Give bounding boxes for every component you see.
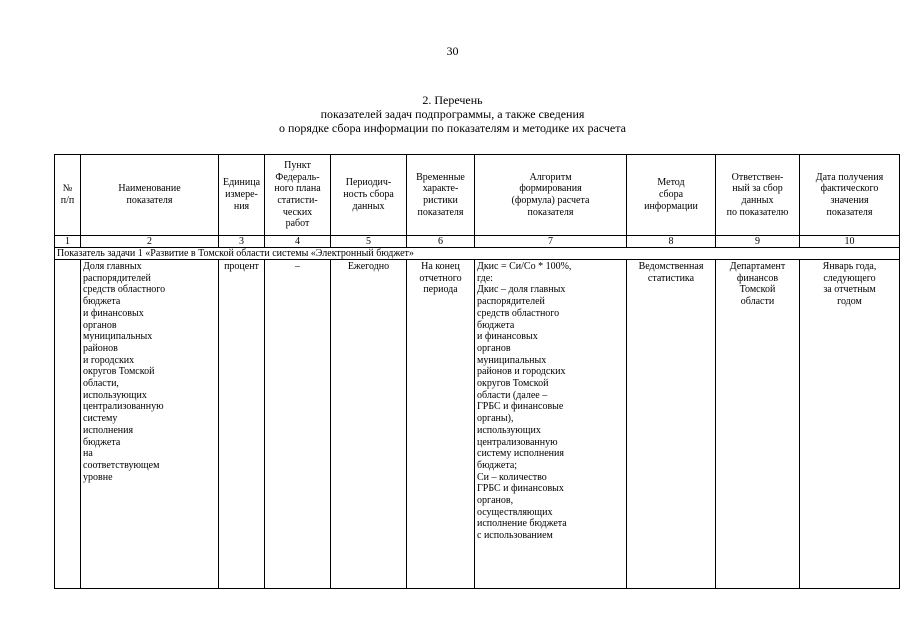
table-row	[55, 260, 900, 589]
header-cell-date: Дата получения фактического значения показателя	[800, 155, 900, 236]
column-number: 9	[716, 236, 800, 248]
column-number: 4	[265, 236, 331, 248]
column-number: 8	[627, 236, 716, 248]
header-cell-number: № п/п	[55, 155, 81, 236]
header-cell-responsible: Ответствен- ный за сбор данных по показателю	[716, 155, 800, 236]
cell-name: Доля главных распорядителей средств областного бюджета и финансовых органов муниципальных районов и городских округов Томской области, использующих централизованную систему исполнения бюджета на соответствующем уровне	[81, 260, 219, 589]
header-cell-periodicity: Периодич- ность сбора данных	[331, 155, 407, 236]
column-number: 2	[81, 236, 219, 248]
column-number: 10	[800, 236, 900, 248]
header-cell-time-characteristics: Временные характе- ристики показателя	[407, 155, 475, 236]
column-number: 3	[219, 236, 265, 248]
cell-number	[55, 260, 81, 589]
header-cell-name: Наименование показателя	[81, 155, 219, 236]
header-cell-unit: Единица измере- ния	[219, 155, 265, 236]
header-cell-method: Метод сбора информации	[627, 155, 716, 236]
cell-periodicity: Ежегодно	[331, 260, 407, 589]
cell-responsible: Департамент финансов Томской области	[716, 260, 800, 589]
page-number: 30	[446, 44, 459, 58]
cell-time-characteristics: На конец отчетного периода	[407, 260, 475, 589]
cell-method: Ведомственная статистика	[627, 260, 716, 589]
header-row	[55, 155, 900, 236]
column-number-row	[55, 236, 900, 248]
header-cell-algorithm: Алгоритм формирования (формула) расчета показателя	[475, 155, 627, 236]
title-line: показателей задач подпрограммы, а также сведения	[320, 107, 585, 121]
task-row	[55, 248, 900, 260]
column-number: 5	[331, 236, 407, 248]
cell-federal-plan: –	[265, 260, 331, 589]
header-cell-federal-plan: Пункт Федераль- ного плана статисти- ческих работ	[265, 155, 331, 236]
task-title: Показатель задачи 1 «Развитие в Томской области системы «Электронный бюджет»	[55, 248, 900, 260]
document-title	[0, 93, 905, 135]
column-number: 1	[55, 236, 81, 248]
column-number: 6	[407, 236, 475, 248]
title-line: о порядке сбора информации по показателям и методике их расчета	[279, 121, 626, 135]
cell-date: Январь года, следующего за отчетным годом	[800, 260, 900, 589]
indicators-table	[54, 154, 900, 589]
cell-unit: процент	[219, 260, 265, 589]
title-line: 2. Перечень	[422, 93, 483, 107]
column-number: 7	[475, 236, 627, 248]
cell-algorithm: Дкис = Си/Со * 100%, где: Дкис – доля главных распорядителей средств областного бюджета и финансовых органов муниципальных районов и городских округов Томской области (далее – ГРБС и финансовые органы), использующих централизованную систему исполнения бюджета; Си – количество ГРБС и финансовых органов, осуществляющих исполнение бюджета с использованием	[475, 260, 627, 589]
